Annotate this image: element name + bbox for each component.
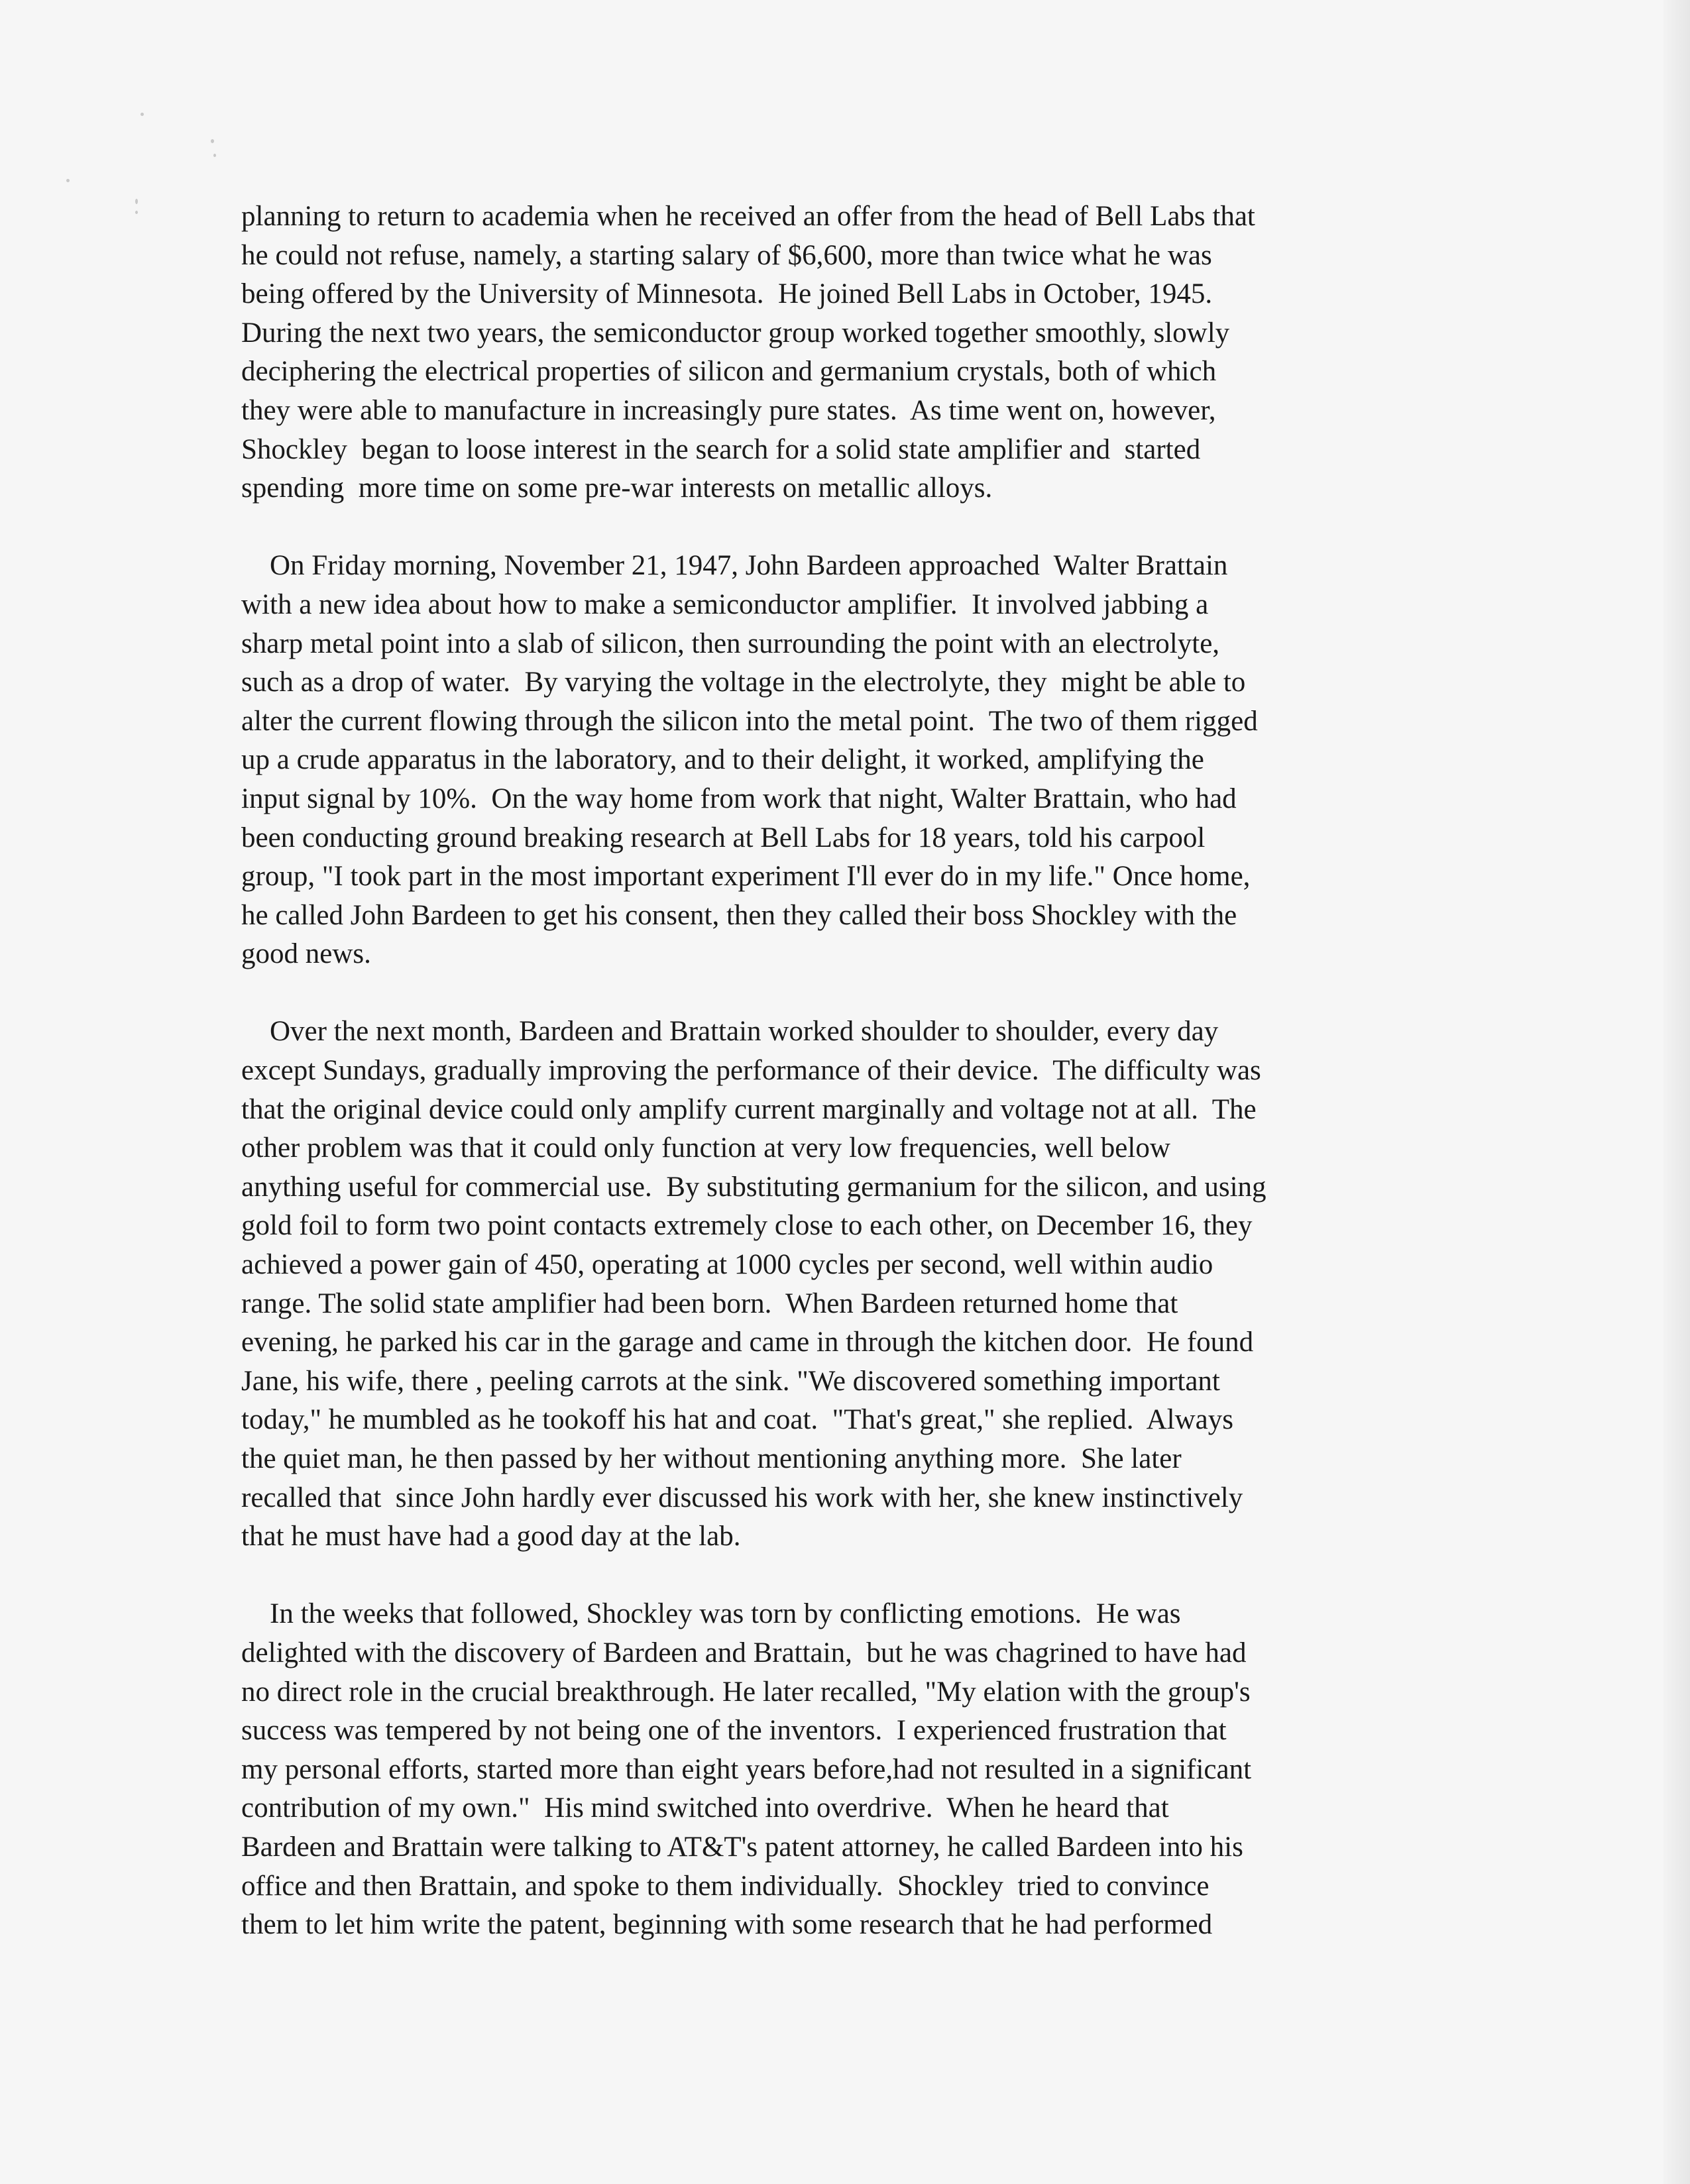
text-line: On Friday morning, November 21, 1947, John Bardeen approached Walter Brattain: [241, 550, 1228, 582]
text-line: such as a drop of water. By varying the voltage in the electrolyte, they might be able to: [241, 667, 1246, 698]
text-line: contribution of my own." His mind switched into overdrive. When he heard that: [241, 1792, 1169, 1824]
body-text: [241, 197, 1454, 1945]
text-line: he could not refuse, namely, a starting salary of $6,600, more than twice what he was: [241, 239, 1212, 271]
text-line: them to let him write the patent, beginning with some research that he had performed: [241, 1909, 1213, 1941]
text-line: deciphering the electrical properties of silicon and germanium crystals, both of which: [241, 356, 1217, 388]
text-line: planning to return to academia when he received an offer from the head of Bell Labs that: [241, 201, 1255, 232]
text-line: the quiet man, he then passed by her without mentioning anything more. She later: [241, 1443, 1182, 1474]
text-line: Bardeen and Brattain were talking to AT&T's patent attorney, he called Bardeen into his: [241, 1831, 1243, 1863]
text-line: being offered by the University of Minnesota. He joined Bell Labs in October, 1945.: [241, 278, 1213, 310]
scanned-page-edge: [1663, 0, 1690, 2184]
text-line: up a crude apparatus in the laboratory, and to their delight, it worked, amplifying the: [241, 744, 1204, 776]
text-line: range. The solid state amplifier had been born. When Bardeen returned home that: [241, 1287, 1178, 1319]
text-line: Jane, his wife, there , peeling carrots at the sink. "We discovered something important: [241, 1365, 1220, 1397]
text-line: input signal by 10%. On the way home from work that night, Walter Brattain, who had: [241, 783, 1237, 814]
text-line: no direct role in the crucial breakthrough. He later recalled, "My elation with the group's: [241, 1676, 1251, 1708]
text-line: he called John Bardeen to get his consent, then they called their boss Shockley with the: [241, 899, 1237, 931]
scan-speck: [141, 113, 144, 116]
text-line: with a new idea about how to make a semiconductor amplifier. It involved jabbing a: [241, 588, 1209, 620]
text-line: success was tempered by not being one of the inventors. I experienced frustration that: [241, 1715, 1227, 1747]
text-line: that he must have had a good day at the lab.: [241, 1521, 741, 1553]
text-line: gold foil to form two point contacts extremely close to each other, on December 16, they: [241, 1210, 1253, 1242]
text-line: delighted with the discovery of Bardeen and Brattain, but he was chagrined to have had: [241, 1637, 1247, 1668]
text-line: Over the next month, Bardeen and Brattain worked shoulder to shoulder, every day: [241, 1016, 1219, 1048]
scan-speck: [135, 211, 138, 214]
text-line: recalled that since John hardly ever discussed his work with her, she knew instinctively: [241, 1482, 1243, 1513]
scan-speck: [211, 139, 214, 143]
text-line: today," he mumbled as he tookoff his hat and coat. "That's great," she replied. Always: [241, 1404, 1233, 1436]
text-line: anything useful for commercial use. By substituting germanium for the silicon, and using: [241, 1171, 1267, 1203]
text-line: been conducting ground breaking research at Bell Labs for 18 years, told his carpool: [241, 822, 1206, 853]
text-line: achieved a power gain of 450, operating at 1000 cycles per second, well within audio: [241, 1249, 1213, 1281]
text-line: Shockley began to loose interest in the search for a solid state amplifier and started: [241, 433, 1201, 465]
scan-speck: [66, 179, 70, 182]
paragraph-3: [241, 1012, 1454, 1556]
text-line: group, "I took part in the most important experiment I'll ever do in my life." Once home,: [241, 861, 1251, 893]
text-line: During the next two years, the semiconductor group worked together smoothly, slowly: [241, 317, 1230, 349]
text-line: they were able to manufacture in increasingly pure states. As time went on, however,: [241, 394, 1216, 426]
text-line: other problem was that it could only function at very low frequencies, well below: [241, 1132, 1170, 1164]
scan-speck: [135, 199, 138, 204]
paragraph-2: [241, 547, 1454, 974]
scan-speck: [213, 154, 216, 157]
text-line: evening, he parked his car in the garage and came in through the kitchen door. He found: [241, 1327, 1254, 1358]
paragraph-gap: [241, 508, 1454, 547]
paragraph-1: [241, 197, 1454, 508]
text-line: except Sundays, gradually improving the performance of their device. The difficulty was: [241, 1055, 1261, 1087]
paragraph-4: [241, 1595, 1454, 1944]
text-line: sharp metal point into a slab of silicon, then surrounding the point with an electrolyte,: [241, 628, 1220, 659]
text-line: office and then Brattain, and spoke to them individually. Shockley tried to convince: [241, 1870, 1210, 1902]
text-line: my personal efforts, started more than eight years before,had not resulted in a significant: [241, 1753, 1252, 1785]
text-line: spending more time on some pre-war interests on metallic alloys.: [241, 472, 993, 504]
text-line: In the weeks that followed, Shockley was torn by conflicting emotions. He was: [241, 1598, 1181, 1630]
text-line: alter the current flowing through the silicon into the metal point. The two of them rigged: [241, 705, 1258, 737]
text-line: that the original device could only amplify current marginally and voltage not at all. The: [241, 1093, 1257, 1125]
paragraph-gap: [241, 1556, 1454, 1596]
paragraph-gap: [241, 974, 1454, 1013]
text-line: good news.: [241, 938, 371, 970]
